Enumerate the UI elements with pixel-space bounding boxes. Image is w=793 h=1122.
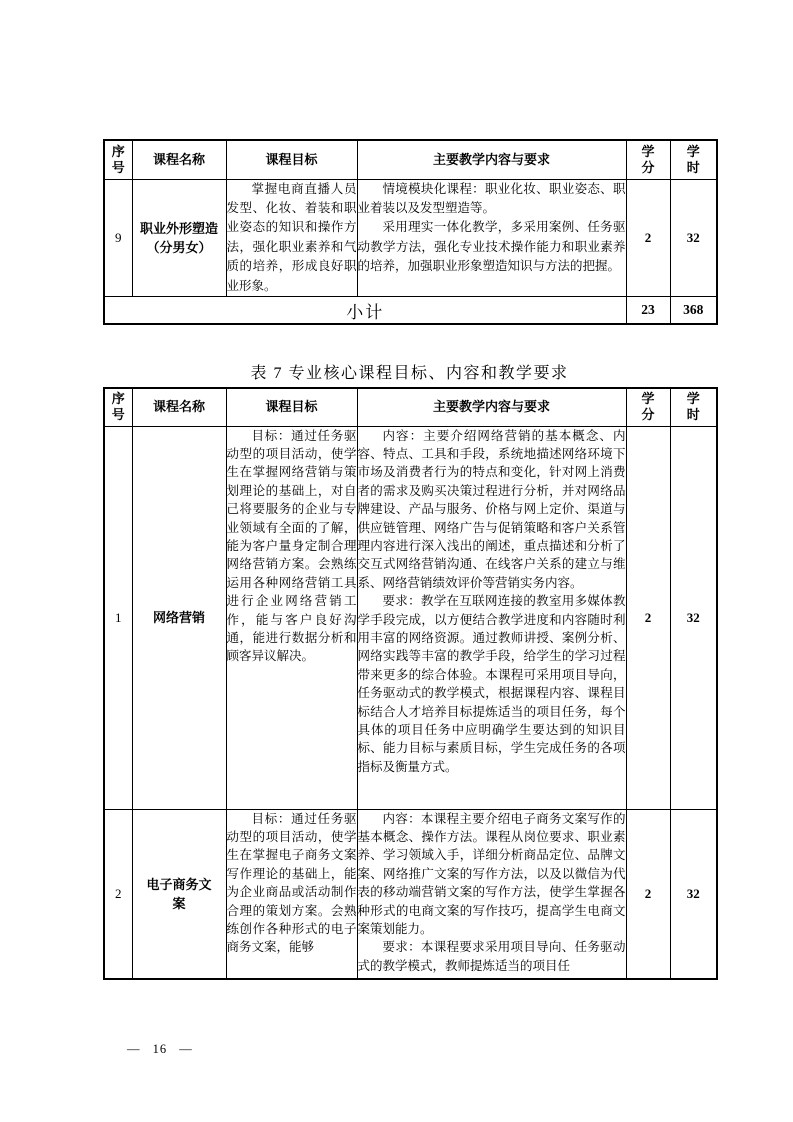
header-hours-label: 学时 [686,143,700,175]
header-credits [626,140,670,179]
prev-course-table [103,139,718,325]
core-course-table [103,387,718,980]
course-hours: 32 [670,426,717,809]
table-row [104,179,717,296]
header-credits-label: 学分 [641,391,655,423]
course-credits: 2 [626,179,670,296]
subtotal-credits: 23 [626,296,670,324]
row-number: 9 [104,179,132,296]
course-content [357,179,626,296]
table-header-row [104,388,717,426]
row-number: 1 [104,426,132,809]
table7-title: 表 7 专业核心课程目标、内容和教学要求 [250,365,569,382]
course-credits: 2 [626,809,670,979]
course-content [357,809,626,979]
content-paragraph: 情境模块化课程：职业化妆、职业姿态、职业着装以及发型塑造等。 [357,181,626,215]
header-course-name: 课程名称 [132,388,226,426]
header-hours-label: 学时 [686,391,700,423]
header-content: 主要教学内容与要求 [357,140,626,179]
header-objective: 课程目标 [226,140,357,179]
objective-paragraph: 掌握电商直播人员发型、化妆、着装和职业姿态的知识和操作方法，强化职业素养和气质的培养，形成良好职业形象。 [226,181,357,293]
header-hours [670,140,717,179]
course-credits: 2 [626,426,670,809]
course-hours: 32 [670,179,717,296]
course-name: 网络营销 [132,426,226,809]
page-number: — 16 — [127,1042,193,1056]
content-paragraph: 采用理实一体化教学，多采用案例、任务驱动教学方法，强化专业技术操作能力和职业素养的培养，加强职业形象塑造知识与方法的把握。 [357,220,626,274]
header-hours [670,388,717,426]
header-objective: 课程目标 [226,388,357,426]
course-content [357,426,626,809]
header-no [104,140,132,179]
course-objective [226,426,357,809]
course-hours: 32 [670,809,717,979]
header-content: 主要教学内容与要求 [357,388,626,426]
header-no-label: 序号 [111,391,125,423]
content-paragraph: 要求：教学在互联网连接的教室用多媒体教学手段完成，以方便结合教学进度和内容随时利用丰富的网络资源。通过教师讲授、案例分析、网络实践等丰富的教学手段，给学生的学习过程带来更多的综合体验。本课程可采用项目导向，任务驱动式的教学模式，根据课程内容、课程目标结合人才培养目标提炼适当的项目任务，每个具体的项目任务中应明确学生要达到的知识目标、能力目标与素质目标，学生完成任务的各项指标及衡量方式。 [357,594,626,774]
course-name: 职业外形塑造（分男女） [132,179,226,296]
subtotal-label: 小计 [104,296,626,324]
header-credits [626,388,670,426]
row-number: 2 [104,809,132,979]
header-course-name: 课程名称 [132,140,226,179]
objective-paragraph: 目标：通过任务驱动型的项目活动，使学生在掌握网络营销与策划理论的基础上，对自己将要服务的企业与专业领域有全面的了解，能为客户量身定制合理网络营销方案。会熟练运用各种网络营销工具进行企业网络营销工作，能与客户良好沟通，能进行数据分析和顾客异议解决。 [226,428,357,664]
course-name [132,809,226,979]
subtotal-row [104,296,717,324]
header-no [104,388,132,426]
course-objective [226,809,357,979]
content-paragraph: 要求：本课程要求采用项目导向、任务驱动式的教学模式，教师提炼适当的项目任 [357,940,626,973]
content-paragraph: 内容：本课程主要介绍电子商务文案写作的基本概念、操作方法。课程从岗位要求、职业素养、学习领域入手，详细分析商品定位、品牌文案、网络推广文案的写作方法，以及以微信为代表的移动端营销文案的写作方法，使学生掌握各种形式的电商文案的写作技巧，提高学生电商文案策划能力。 [357,811,626,936]
course-objective [226,179,357,296]
header-credits-label: 学分 [641,143,655,175]
table-row [104,426,717,809]
header-no-label: 序号 [111,143,125,175]
content-paragraph: 内容：主要介绍网络营销的基本概念、内容、特点、工具和手段，系统地描述网络环境下市场及消费者行为的特点和变化，针对网上消费者的需求及购买决策过程进行分析，并对网络品牌建设、产品与服务、价格与网上定价、渠道与供应链管理、网络广告与促销策略和客户关系管理内容进行深入浅出的阐述，重点描述和分析了交互式网络营销沟通、在线客户关系的建立与维系、网络营销绩效评价等营销实务内容。 [357,428,626,590]
table-row [104,809,717,979]
table-header-row [104,140,717,179]
objective-paragraph: 目标：通过任务驱动型的项目活动，使学生在掌握电子商务文案写作理论的基础上，能为企业商品或活动制作合理的策划方案。会熟练创作各种形式的电子商务文案，能够 [226,811,357,955]
subtotal-hours: 368 [670,296,717,324]
course-name-text: 电子商务文案 [146,876,212,911]
